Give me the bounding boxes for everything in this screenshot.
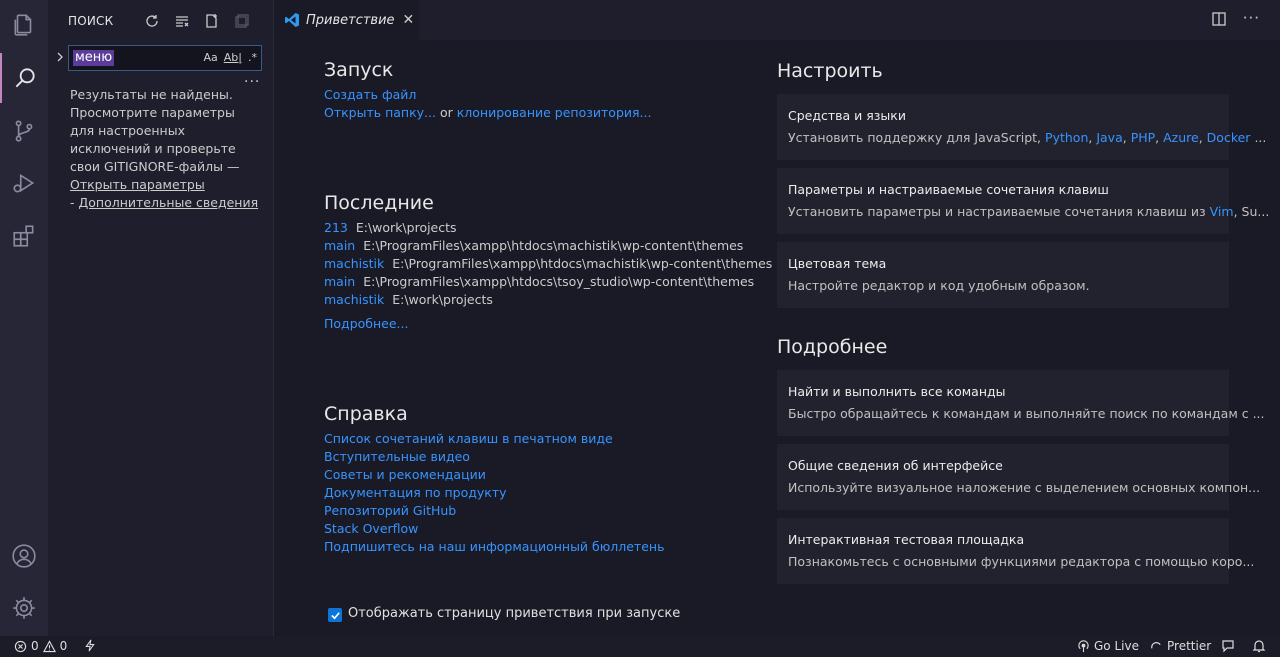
customize-heading: Настроить [777,60,883,82]
help-link-github[interactable]: Репозиторий GitHub [324,503,457,518]
card-desc-text: Установить поддержку для JavaScript, [788,130,1042,145]
go-live-label: Go Live [1094,639,1139,653]
regex-toggle[interactable]: .* [248,51,257,64]
error-icon [14,640,27,653]
card-title: Общие сведения об интерфейсе [788,458,1003,473]
no-results-message [70,86,260,212]
warning-count: 0 [59,639,68,653]
card-desc: Установить параметры и настраиваемые сочетания клавиш из Vim, Su... [788,204,1270,219]
split-editor-icon[interactable] [1211,11,1227,31]
recent-more-link[interactable]: Подробнее... [324,316,409,331]
collapse-all-icon [232,11,252,31]
problems-indicator[interactable] [14,639,67,653]
card-title: Параметры и настраиваемые сочетания клавиш [788,182,1109,197]
whole-word-toggle[interactable]: Ab| [223,51,242,64]
sidebar-toolbar [142,11,252,31]
search-details-toggle[interactable]: ... [244,70,261,86]
recent-item-name[interactable]: main [324,274,356,289]
activity-bar [0,0,48,636]
message-separator: - [70,195,79,210]
help-link-docs[interactable]: Документация по продукту [324,485,507,500]
error-count: 0 [31,639,39,653]
notifications-bell-icon[interactable] [1252,639,1266,653]
help-link-stackoverflow[interactable]: Stack Overflow [324,521,419,536]
broadcast-icon [1077,640,1090,653]
card-title: Цветовая тема [788,256,887,271]
card-desc: Установить поддержку для JavaScript, Python, Java, PHP, Azure, Docker ... [788,130,1267,145]
keymap-link-vim[interactable]: Vim [1209,204,1234,219]
search-input[interactable] [68,45,262,71]
chevron-right-icon[interactable] [54,51,66,63]
checkmark-icon [330,610,341,621]
extensions-icon[interactable] [0,211,48,261]
lightning-icon[interactable] [84,639,96,652]
card-title: Найти и выполнить все команды [788,384,1006,399]
show-welcome-label[interactable]: Отображать страницу приветствия при запуске [348,606,681,621]
recent-item-path: E:\work\projects [355,220,457,235]
card-desc-text: Установить параметры и настраиваемые сочетания клавиш из [788,204,1206,219]
recent-item[interactable] [324,219,772,237]
recent-item-name[interactable]: main [324,238,356,253]
warning-icon [43,640,56,653]
or-text: or [439,105,453,120]
go-live-button[interactable] [1077,639,1139,653]
prettier-status-icon [1150,640,1163,653]
card-desc: Используйте визуальное наложение с выделением основных компон... [788,480,1261,495]
search-sidebar [48,0,274,636]
help-link-tips[interactable]: Советы и рекомендации [324,467,486,482]
card-desc: Настройте редактор и код удобным образом. [788,278,1090,293]
recent-item-path: E:\work\projects [392,292,493,307]
feedback-icon[interactable] [1221,639,1235,653]
prettier-button[interactable] [1150,639,1211,653]
help-links [324,430,664,556]
lang-link-java[interactable]: Java [1096,130,1123,145]
more-actions-icon[interactable]: ··· [1242,9,1260,27]
card-settings-keybindings[interactable] [777,168,1270,234]
tab-welcome[interactable] [274,0,419,40]
recent-item-name[interactable]: 213 [324,220,348,235]
card-tools-languages[interactable] [777,94,1267,160]
help-link-intro-videos[interactable]: Вступительные видео [324,449,470,464]
run-debug-icon[interactable] [0,158,48,208]
lang-link-azure[interactable]: Azure [1163,130,1199,145]
explorer-icon[interactable] [0,0,48,50]
settings-gear-icon[interactable] [0,583,48,633]
start-heading: Запуск [324,59,394,81]
help-link-newsletter[interactable]: Подпишитесь на наш информационный бюллетень [324,539,665,554]
card-desc-ellipsis: Su... [1241,204,1270,219]
match-case-toggle[interactable]: Aa [203,51,218,64]
open-folder-link[interactable]: Открыть папку... [324,105,436,120]
card-color-theme[interactable] [777,242,1229,308]
clear-results-icon[interactable] [172,11,192,31]
account-icon[interactable] [0,531,48,581]
editor-tab-bar [274,0,1280,40]
card-desc: Быстро обращайтесь к командам и выполняйте поиск по командам с ... [788,406,1265,421]
welcome-page [274,40,1280,636]
refresh-icon[interactable] [142,11,162,31]
recent-list [324,219,772,309]
learn-heading: Подробнее [777,336,888,358]
lang-link-php[interactable]: PHP [1130,130,1156,145]
more-info-link[interactable]: Дополнительные сведения [78,195,259,210]
show-welcome-checkbox[interactable] [328,608,342,622]
sidebar-title: ПОИСК [68,14,114,28]
card-find-commands[interactable] [777,370,1265,436]
recent-item-name[interactable]: machistik [324,256,385,271]
search-icon[interactable] [0,53,48,103]
status-bar [0,636,1280,657]
recent-item[interactable] [324,255,772,273]
recent-item[interactable] [324,273,772,291]
lang-link-python[interactable]: Python [1045,130,1089,145]
help-link-keyboard-shortcuts[interactable]: Список сочетаний клавиш в печатном виде [324,431,613,446]
clone-repo-link[interactable]: клонирование репозитория... [456,105,652,120]
open-settings-link[interactable]: Открыть параметры [70,177,205,192]
search-input-value: меню [75,50,113,65]
new-search-editor-icon[interactable] [202,11,222,31]
recent-item-path: E:\ProgramFiles\xampp\htdocs\machistik\wp-content\themes [392,256,773,271]
card-desc: Познакомьтесь с основными функциями редактора с помощью коро... [788,554,1255,569]
recent-item[interactable] [324,237,772,255]
card-title: Средства и языки [788,108,906,123]
card-interface-overview[interactable] [777,444,1261,510]
close-icon[interactable]: ✕ [402,12,415,28]
no-results-text: Результаты не найдены. Просмотрите параметры для настроенных исключений и проверьте свои GITIGNORE-файлы — [70,87,240,174]
tab-label: Приветствие [306,12,395,28]
recent-item-path: E:\ProgramFiles\xampp\htdocs\tsoy_studio\wp-content\themes [363,274,755,289]
card-desc-ellipsis: ... [1254,130,1267,145]
new-file-link[interactable]: Создать файл [324,87,417,102]
lang-link-docker[interactable]: Docker [1206,130,1251,145]
vscode-logo-icon [284,12,300,28]
recent-item[interactable] [324,291,772,309]
card-title: Интерактивная тестовая площадка [788,532,1025,547]
card-interactive-playground[interactable] [777,518,1255,584]
prettier-label: Prettier [1167,639,1212,653]
help-heading: Справка [324,403,408,425]
recent-item-name[interactable]: machistik [324,292,385,307]
recent-heading: Последние [324,192,434,214]
source-control-icon[interactable] [0,106,48,156]
recent-item-path: E:\ProgramFiles\xampp\htdocs\machistik\wp-content\themes [363,238,744,253]
